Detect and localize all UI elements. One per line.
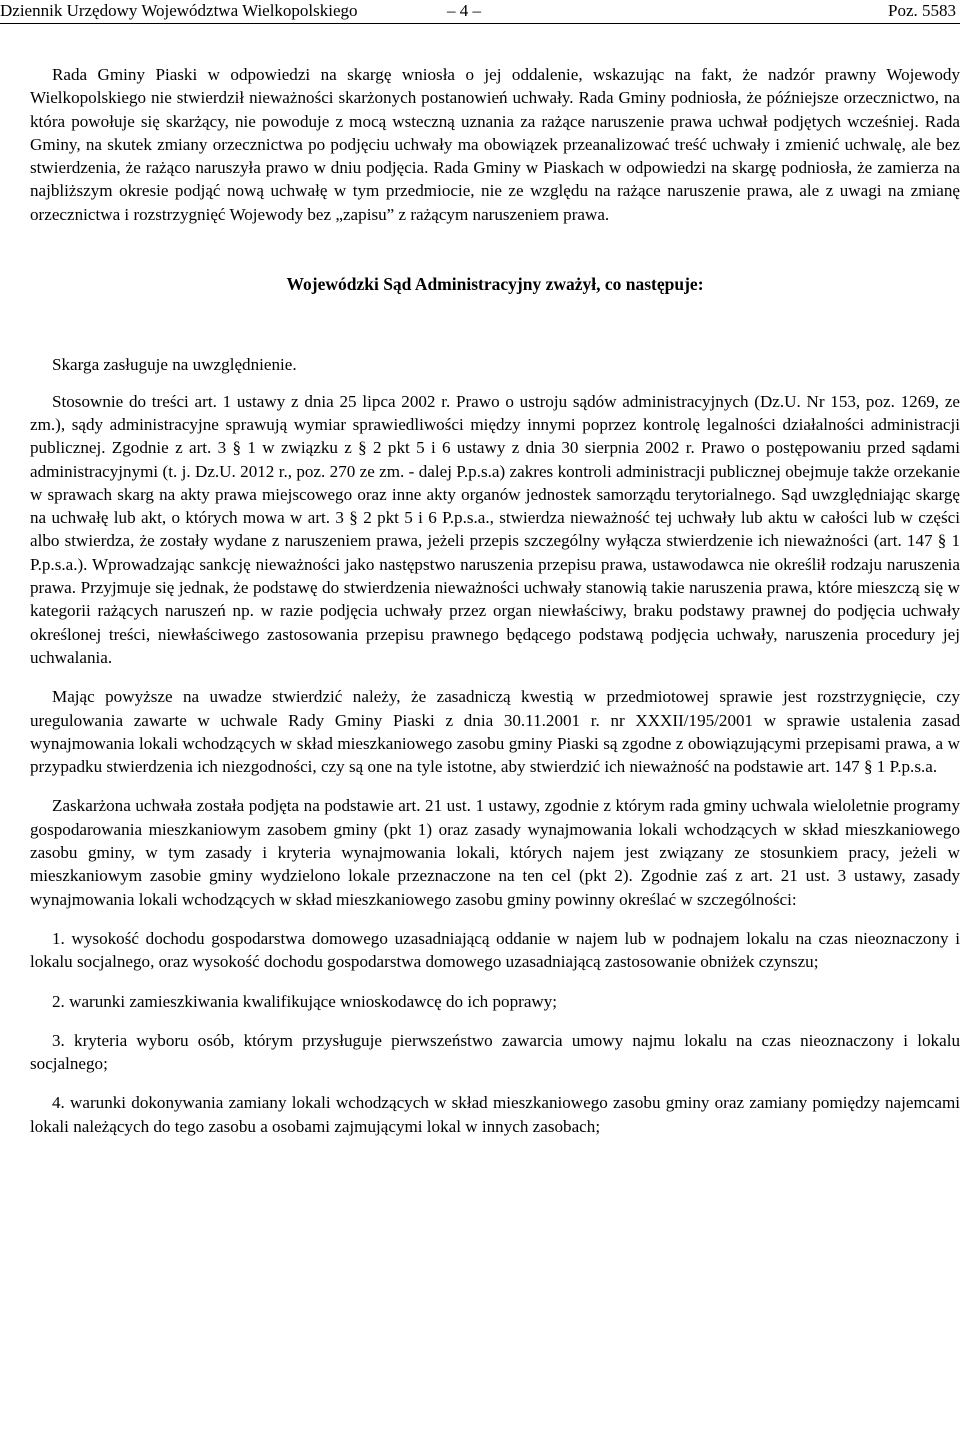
paragraph-complaint-upheld: Skarga zasługuje na uwzględnienie. [52,355,297,375]
list-item: 3. kryteria wyboru osób, którym przysługuje pierwszeństwo zawarcia umowy najmu lokalu na czas nieoznaczony i lokalu socjalnego; [30,1030,960,1074]
document-body [30,63,960,1138]
page-number: – 4 – [447,1,481,20]
paragraph-contested-resolution: Zaskarżona uchwała została podjęta na podstawie art. 21 ust. 1 ustawy, zgodnie z którym rada gminy uchwala wieloletnie programy gospodarowania mieszkaniowym zasobem gminy (pkt 1) oraz zasady wynajmowania lokali wchodzących w skład mieszkaniowego zasobu gminy, w tym zasady i kryteria wynajmowania lokali, których najem jest związany ze stosunkiem pracy, jeżeli w mieszkaniowym zasobie gminy wydzielono lokale przeznaczone na ten cel (pkt 2). Zgodnie zaś z art. 21 ust. 3 ustawy, zasady wynajmowania lokali wchodzących w skład mieszkaniowego zasobu gminy powinny określać w szczególności: [30,796,960,909]
list-item: 1. wysokość dochodu gospodarstwa domowego uzasadniającą oddanie w najem lub w podnajem lokalu na czas nieoznaczony i lokalu socjalnego, oraz wysokość dochodu gospodarstwa domowego uzasadniającą zastosowanie obniżek czynszu; [30,928,960,972]
page-header [0,0,960,30]
paragraph-legal-basis: Stosownie do treści art. 1 ustawy z dnia 25 lipca 2002 r. Prawo o ustroju sądów administracyjnych (Dz.U. Nr 153, poz. 1269, ze zm.), sądy administracyjne sprawują wymiar sprawiedliwości między innymi poprzez kontrolę legalności działalności administracji publicznej. Zgodnie z art. 3 § 1 w związku z § 2 pkt 5 i 6 ustawy z dnia 30 sierpnia 2002 r. Prawo o postępowaniu przed sądami administracyjnymi (t. j. Dz.U. 2012 r., poz. 270 ze zm. - dalej P.p.s.a) zakres kontroli administracji publicznej obejmuje także orzekanie w sprawach skarg na akty prawa miejscowego oraz inne akty organów jednostek samorządu terytorialnego. Sąd uwzględniając skargę na uchwałę lub akt, o których mowa w art. 3 § 2 pkt 5 i 6 P.p.s.a., stwierdza nieważność tej uchwały lub aktu w całości lub w części albo stwierdza, że zostały wydane z naruszeniem prawa, jeżeli przepis szczególny wyłącza stwierdzenie ich nieważności (art. 147 § 1 P.p.s.a.). Wprowadzając sankcję nieważności jako następstwo naruszenia przepisu prawa, ustawodawca nie określił rodzaju naruszenia prawa. Przyjmuje się jednak, że podstawę do stwierdzenia nieważności uchwały stanowią takie naruszenia prawa, które mieszczą się w kategorii rażących naruszeń np. w razie podjęcia uchwały przez organ niewłaściwy, braku podstawy prawnej do podjęcia uchwały określonej treści, niewłaściwego zastosowania przepisu prawnego będącego podstawą podjęcia uchwały, naruszenia procedury jej uchwalania. [30,391,960,667]
list-item: 2. warunki zamieszkiwania kwalifikujące wnioskodawcę do ich poprawy; [52,991,558,1011]
court-heading: Wojewódzki Sąd Administracyjny zważył, co następuje: [286,274,704,295]
list-item: 4. warunki dokonywania zamiany lokali wchodzących w skład mieszkaniowego zasobu gminy oraz zamiany pomiędzy najemcami lokali należących do tego zasobu a osobami zajmującymi lokal w innych zasobach; [30,1093,960,1136]
paragraph-council-response: Rada Gminy Piaski w odpowiedzi na skargę wniosła o jej oddalenie, wskazując na fakt, że nadzór prawny Wojewody Wielkopolskiego nie stwierdził nieważności skarżonych postanowień uchwały. Rada Gminy podniosła, że późniejsze orzecznictwo, na która powołuje się skarżący, nie powoduje z mocą wsteczną uznania za rażące naruszenie prawa uchwał podjętych wcześniej. Rada Gminy, na skutek zmiany orzecznictwa po podjęciu uchwały ma obowiązek przeanalizować treść uchwały i zmienić uchwalę, ale bez stwierdzenia, że rażąco naruszyła prawo w dniu podjęcia. Rada Gminy w Piaskach w odpowiedzi na skargę podniosła, że zamierza na najbliższym okresie podjąć nową uchwałę w tym przedmiocie, nie ze względu na rażące naruszenie prawa, ale z uwagi na zmianę orzecznictwa i rozstrzygnięć Wojewody bez „zapisu” z rażącym naruszeniem prawa. [30,65,960,224]
paragraph-key-issue: Mając powyższe na uwadze stwierdzić należy, że zasadniczą kwestią w przedmiotowej sprawie jest rozstrzygnięcie, czy uregulowania zawarte w uchwale Rady Gminy Piaski z dnia 30.11.2001 r. nr XXXII/195/2001 w sprawie ustalenia zasad wynajmowania lokali wchodzących w skład mieszkaniowego zasobu gminy Piaski są zgodne z obowiązującymi przepisami prawa, a w przypadku stwierdzenia ich niezgodności, czy są one na tyle istotne, aby stwierdzić ich nieważność na podstawie art. 147 § 1 P.p.s.a. [30,687,960,777]
journal-title: Dziennik Urzędowy Województwa Wielkopolskiego [0,1,358,20]
header-rule [0,23,960,24]
position-number: Poz. 5583 [888,1,956,20]
